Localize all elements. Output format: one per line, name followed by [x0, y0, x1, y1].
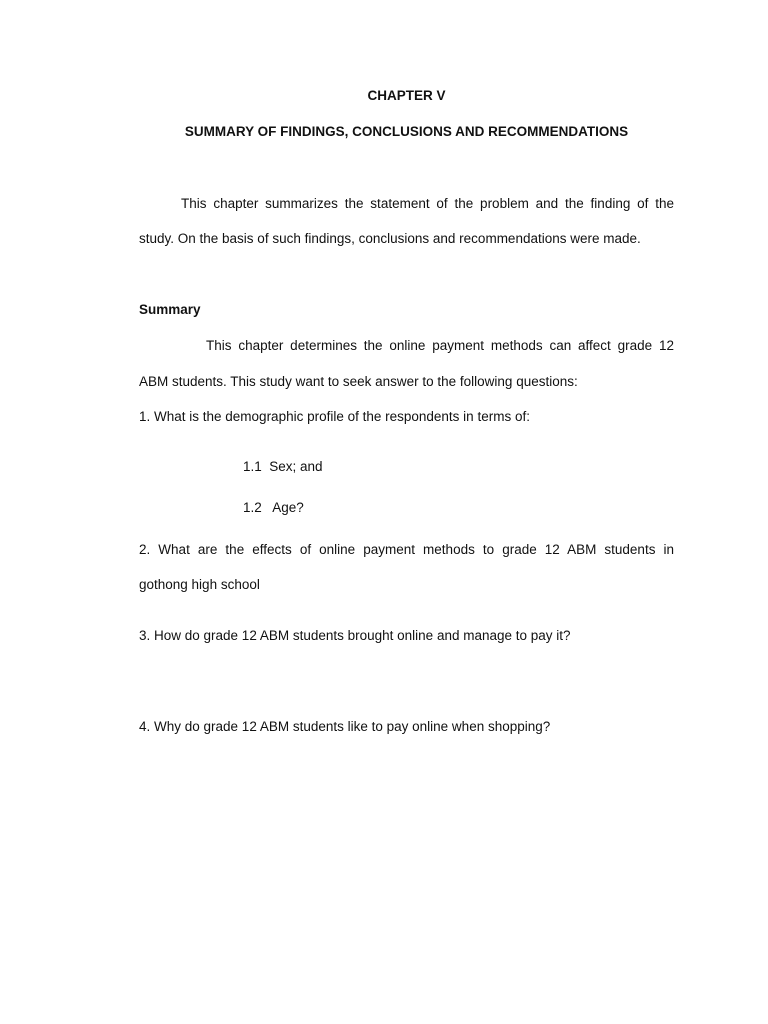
chapter-number-title: CHAPTER V	[367, 88, 446, 103]
question-1-2: 1.2 Age?	[243, 500, 304, 515]
question-2-line-1: 2. What are the effects of online payment methods to grade 12 ABM students in	[139, 542, 674, 557]
question-1-1: 1.1 Sex; and	[243, 459, 323, 474]
question-3: 3. How do grade 12 ABM students brought online and manage to pay it?	[139, 628, 571, 643]
question-1: 1. What is the demographic profile of the respondents in terms of:	[139, 409, 530, 424]
summary-heading: Summary	[139, 302, 201, 317]
chapter-heading: SUMMARY OF FINDINGS, CONCLUSIONS AND RECOMMENDATIONS	[184, 124, 629, 139]
question-4: 4. Why do grade 12 ABM students like to pay online when shopping?	[139, 719, 551, 734]
intro-line-1: This chapter summarizes the statement of the problem and the finding of the	[181, 196, 674, 211]
summary-para-line-2: ABM students. This study want to seek answer to the following questions:	[139, 374, 578, 389]
intro-line-2: study. On the basis of such findings, conclusions and recommendations were made.	[139, 231, 641, 246]
summary-para-line-1: This chapter determines the online payment methods can affect grade 12	[206, 338, 674, 353]
question-2-line-2: gothong high school	[139, 577, 260, 592]
